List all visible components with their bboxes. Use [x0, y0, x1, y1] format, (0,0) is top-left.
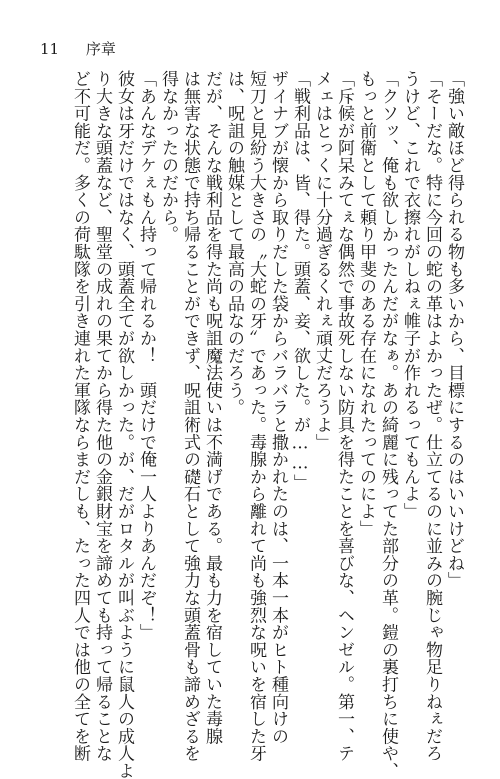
- text-line: メェはとっくに十分過ぎるくれぇ頑丈だろうよ」: [312, 70, 332, 451]
- text-line: ザイナブが懐から取りだした袋からバラバラと撒かれたのは、一本一本がヒト種向けの: [268, 70, 288, 745]
- text-line: 彼女は牙だけではなく、頭蓋全てが欲しかった。が、だがロタルが叫ぶように鼠人の成人よ: [114, 70, 134, 779]
- text-line: 「そーだな。特に今回の蛇の革はよかったぜ。仕立てるのに並みの腕じゃ物足りねぇだろ: [422, 70, 442, 762]
- text-line: 得なかったのだから。: [158, 70, 178, 243]
- text-line: り大きな頭蓋など、聖堂の成れの果てから得た他の金銀財宝を諦めても持って帰ることな: [92, 70, 112, 762]
- chapter-title: 序章: [85, 40, 116, 58]
- text-line: は無害な状態で持ち帰ることができず、呪詛術式の礎石として強力な頭蓋骨も諦めざるを: [180, 70, 200, 762]
- text-line: うけど、これで衣擦れがしねぇ帷子が作れるってもんよ」: [400, 70, 420, 520]
- vertical-text-body: [54, 70, 464, 779]
- text-line: 「強い敵ほど得られる物も多いから、目標にするのはいいけどね」: [444, 70, 464, 589]
- text-line: 「戦利品は、皆、得た。頭蓋、妾、欲した。が……」: [290, 70, 310, 492]
- page-header: [40, 38, 116, 59]
- text-line: ど不可能だ。多くの荷駄隊を引き連れた軍隊ならまだしも、たった四人では他の全てを断: [70, 70, 90, 762]
- text-line: だが、そんな戦利品を得た尚も呪詛魔法使いは不満げである。最も力を宿していた毒腺: [202, 70, 222, 745]
- text-line: 「クソッ、俺も欲しかったんだがなぁ。あの綺麗に残ってた部分の革。鎧の裏打ちに使や、: [378, 70, 398, 779]
- page-number: 11: [40, 40, 60, 58]
- text-line: もっと前衛として頼り甲斐のある存在になれたってのによ」: [356, 70, 376, 538]
- text-line: 「斥候が阿呆みてぇな偶然で事故死しない防具を得たことを喜びな、ヘンゼル。第一、テ: [334, 70, 354, 762]
- text-line: 短刀と見紛う大きさの〝大蛇の牙〟であった。毒腺から離れて尚も強烈な呪いを宿した牙: [246, 70, 266, 762]
- text-line: は、呪詛の触媒として最高の品なのだろう。: [224, 70, 244, 416]
- text-line: 「あんなデケぇもん持って帰れるか！ 頭だけで俺一人よりあんだぞ！」: [136, 70, 156, 641]
